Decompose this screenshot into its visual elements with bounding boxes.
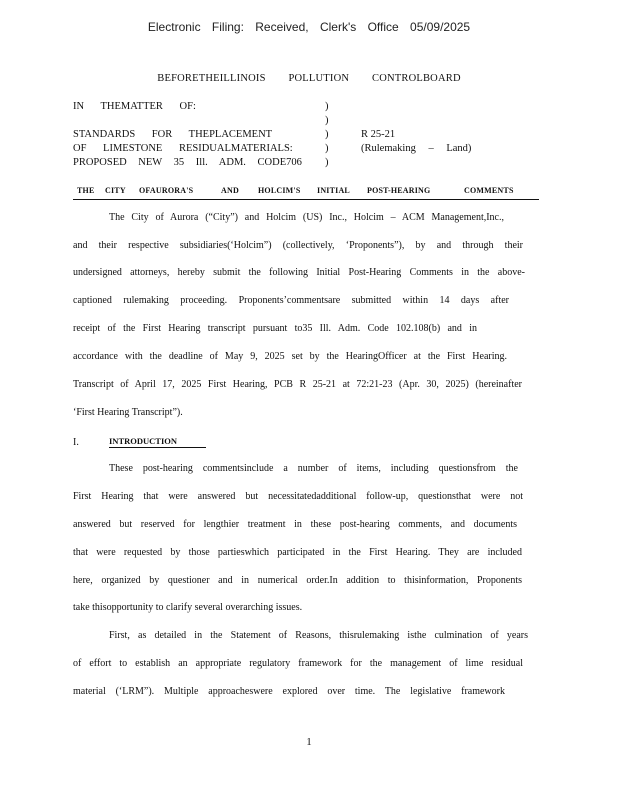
caption-proposed: PROPOSED NEW 35 Ill. ADM. CODE706 <box>73 157 302 168</box>
paragraph-line: undersigned attorneys, hereby submit the following Initial Post-Hearing Comments in the above- <box>73 267 525 278</box>
section-number: I. <box>73 437 79 448</box>
document-heading <box>73 186 539 200</box>
paragraph-line: First Hearing that were answered but necessitatedadditional follow-up, questionsthat were not <box>73 491 523 502</box>
paragraph-line: The City of Aurora (“City”) and Holcim (US) Inc., Holcim – ACM Management,Inc., <box>109 212 504 223</box>
caption-paren: ) <box>325 157 329 168</box>
paragraph-line: Transcript of April 17, 2025 First Hearing, PCB R 25-21 at 72:21-23 (Apr. 30, 2025) (hereinafter <box>73 379 522 390</box>
heading-word: OFAURORA'S <box>139 186 194 195</box>
heading-word: THE <box>77 186 95 195</box>
heading-word: COMMENTS <box>464 186 514 195</box>
heading-word: POST-HEARING <box>367 186 431 195</box>
caption-limestone: OF LIMESTONE RESIDUALMATERIALS: <box>73 143 293 154</box>
in-the-matter: IN THEMATTER OF: <box>73 101 196 112</box>
paragraph-line: receipt of the First Hearing transcript pursuant to35 Ill. Adm. Code 102.108(b) and in <box>73 323 477 334</box>
page-number: 1 <box>306 736 312 748</box>
paragraph-line: of effort to establish an appropriate regulatory framework for the management of lime residual <box>73 658 523 669</box>
section-title: INTRODUCTION <box>109 436 206 448</box>
caption-paren: ) <box>325 143 329 154</box>
heading-word: CITY <box>105 186 126 195</box>
caption-paren: ) <box>325 115 329 126</box>
paragraph-line: First, as detailed in the Statement of Reasons, thisrulemaking isthe culmination of years <box>109 630 528 641</box>
board-title: BEFORETHEILLINOIS POLLUTION CONTROLBOARD <box>157 73 461 84</box>
caption-paren: ) <box>325 129 329 140</box>
paragraph-line: captioned rulemaking proceeding. Proponents’commentsare submitted within 14 days after <box>73 295 509 306</box>
heading-word: INITIAL <box>317 186 350 195</box>
caption-paren: ) <box>325 101 329 112</box>
paragraph-line: material (‘LRM”). Multiple approacheswere explored over time. The legislative framework <box>73 686 505 697</box>
heading-word: HOLCIM'S <box>258 186 301 195</box>
paragraph-line: that were requested by those partieswhich participated in the First Hearing. They are included <box>73 547 522 558</box>
paragraph-line: and their respective subsidiaries(‘Holcim”) (collectively, ‘Proponents”), by and through their <box>73 240 523 251</box>
paragraph-line: accordance with the deadline of May 9, 2025 set by the HearingOfficer at the First Hearing. <box>73 351 507 362</box>
heading-word: AND <box>221 186 239 195</box>
paragraph-line: ‘First Hearing Transcript”). <box>73 407 183 418</box>
paragraph-line: answered but reserved for lengthier treatment in these post-hearing comments, and documents <box>73 519 517 530</box>
paragraph-line: These post-hearing commentsinclude a number of items, including questionsfrom the <box>109 463 518 474</box>
docket-type: (Rulemaking – Land) <box>361 143 472 154</box>
paragraph-line: take thisopportunity to clarify several overarching issues. <box>73 602 303 613</box>
docket-number: R 25-21 <box>361 129 396 140</box>
paragraph-line: here, organized by questioner and in numerical order.In addition to thisinformation, Proponents <box>73 575 522 586</box>
caption-standards: STANDARDS FOR THEPLACEMENT <box>73 129 273 140</box>
filing-stamp: Electronic Filing: Received, Clerk's Office 05/09/2025 <box>147 20 471 34</box>
